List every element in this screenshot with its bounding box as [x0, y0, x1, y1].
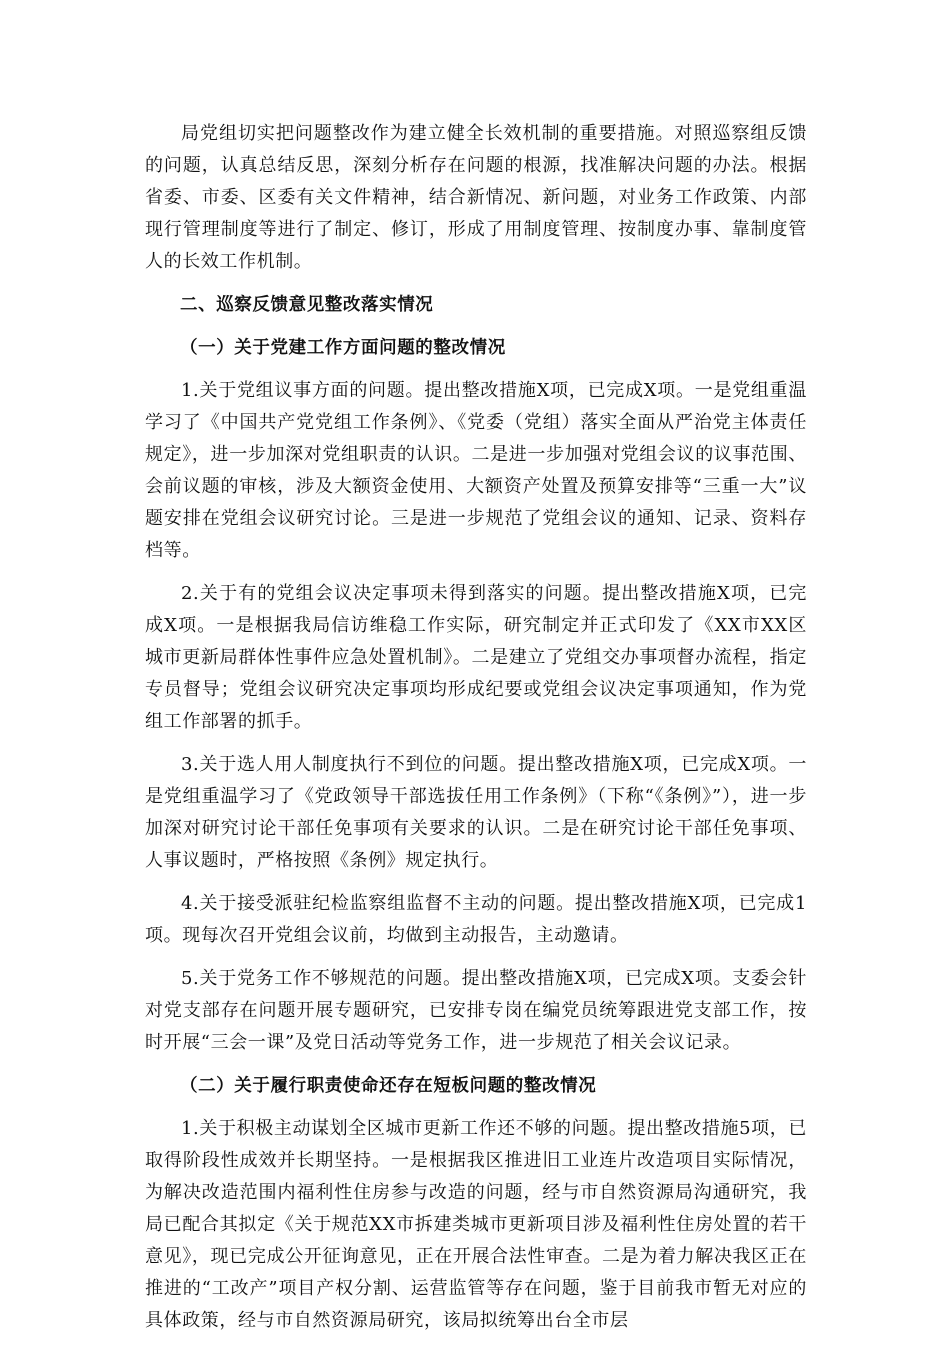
item-1-1: 1.关于党组议事方面的问题。提出整改措施X项，已完成X项。一是党组重温学习了《中国共产党党组工作条例》、《党委（党组）落实全面从严治党主体责任规定》，进一步加深对党组职责的认识。二是进一步加强对党组会议的议事范围、会前议题的审核，涉及大额资金使用、大额资产处置及预算安排等“三重一大”议题安排在党组会议研究讨论。三是进一步规范了党组会议的通知、记录、资料存档等。: [145, 380, 807, 561]
subsection-heading-2: （二）关于履行职责使命还存在短板问题的整改情况: [180, 1076, 597, 1096]
item-1-5: 5.关于党务工作不够规范的问题。提出整改措施X项，已完成X项。支委会针对党支部存在问题开展专题研究，已安排专岗在编党员统筹跟进党支部工作，按时开展“三会一课”及党日活动等党务工作，进一步规范了相关会议记录。: [145, 968, 807, 1053]
item-1-2: 2.关于有的党组会议决定事项未得到落实的问题。提出整改措施X项，已完成X项。一是根据我局信访维稳工作实际，研究制定并正式印发了《XX市XX区城市更新局群体性事件应急处置机制》。二是建立了党组交办事项督办流程，指定专员督导；党组会议研究决定事项均形成纪要或党组会议决定事项通知，作为党组工作部署的抓手。: [145, 583, 807, 732]
item-1-4: 4.关于接受派驻纪检监察组监督不主动的问题。提出整改措施X项，已完成1项。现每次召开党组会议前，均做到主动报告，主动邀请。: [145, 893, 807, 946]
subsection-heading-1: （一）关于党建工作方面问题的整改情况: [180, 338, 506, 358]
intro-paragraph: 局党组切实把问题整改作为建立健全长效机制的重要措施。对照巡察组反馈的问题，认真总结反思，深刻分析存在问题的根源，找准解决问题的办法。根据省委、市委、区委有关文件精神，结合新情况、新问题，对业务工作政策、内部现行管理制度等进行了制定、修订，形成了用制度管理、按制度办事、靠制度管人的长效工作机制。: [145, 123, 807, 272]
item-1-3: 3.关于选人用人制度执行不到位的问题。提出整改措施X项，已完成X项。一是党组重温学习了《党政领导干部选拔任用工作条例》（下称“《条例》”），进一步加深对研究讨论干部任免事项有关要求的认识。二是在研究讨论干部任免事项、人事议题时，严格按照《条例》规定执行。: [145, 754, 807, 871]
item-2-1: 1.关于积极主动谋划全区城市更新工作还不够的问题。提出整改措施5项，已取得阶段性成效并长期坚持。一是根据我区推进旧工业连片改造项目实际情况，为解决改造范围内福利性住房参与改造的问题，经与市自然资源局沟通研究，我局已配合其拟定《关于规范XX市拆建类城市更新项目涉及福利性住房处置的若干意见》，现已完成公开征询意见，正在开展合法性审查。二是为着力解决我区正在推进的“工改产”项目产权分割、运营监管等存在问题，鉴于目前我市暂无对应的具体政策，经与市自然资源局研究，该局拟统筹出台全市层: [145, 1118, 807, 1331]
section-heading-2: 二、巡察反馈意见整改落实情况: [180, 295, 434, 315]
document-body: [145, 118, 807, 1348]
